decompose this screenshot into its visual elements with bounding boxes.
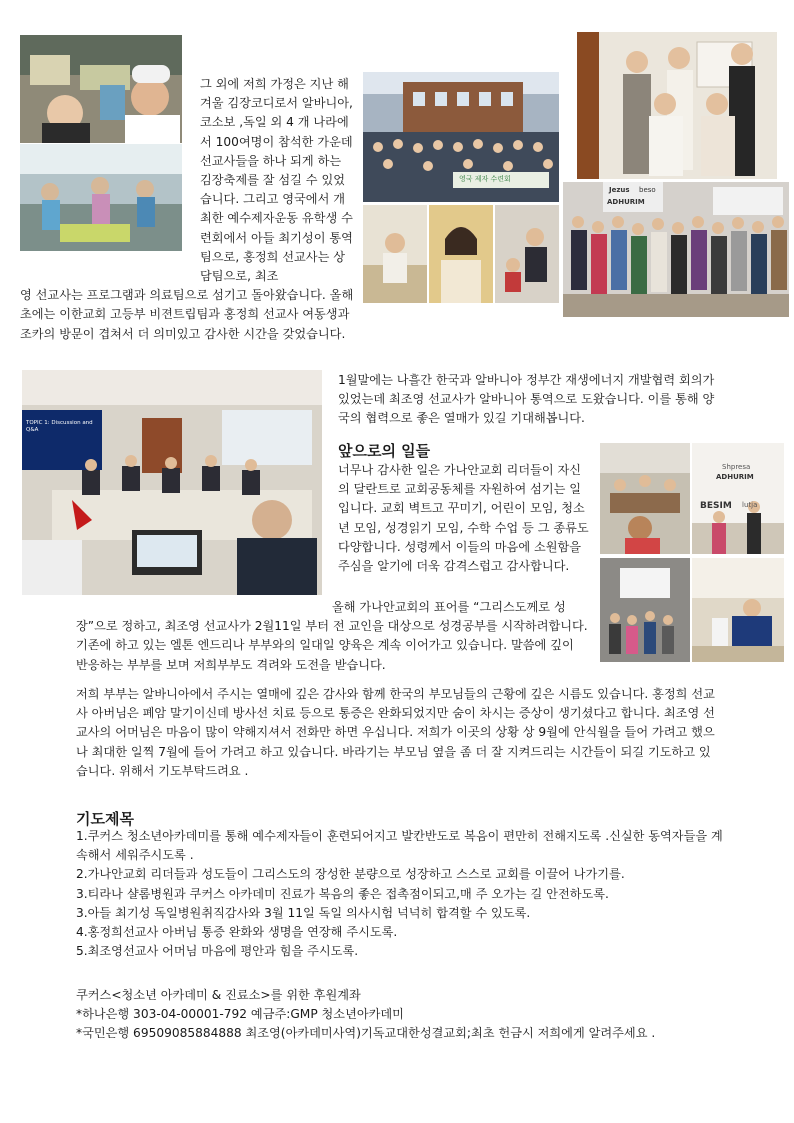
wall-word-adhurim: ADHURIM xyxy=(607,198,645,206)
medical-team-photo xyxy=(495,205,559,303)
prayer-item: 3.아들 최기성 독일병원취직감사와 3월 11일 독일 의사시험 넉넉히 합격할 수 있도록. xyxy=(76,905,531,920)
counselor-photo xyxy=(429,205,493,303)
intro-narrow-lines: 그 외에 저희 가정은 지난 해 겨울 김장코디로서 알바니아, 코소보 ,독일 외 4 개 나라에서 100여명이 참석한 가운데 선교사들을 하나 되게 하는 김장축제를 잘 섬길 수 있었습니다. 그리고 영국에서 개최한 예수제자운동 유학생 수련회에서 아들 최기성이 통역팀으로, 홍정희 선교사는 상담팀으로, 최조 xyxy=(200,77,353,284)
donation-title: 쿠커스<청소년 아카데미 & 진료소>를 위한 후원계좌 xyxy=(76,988,361,1002)
prayer-item: 2.가나안교회 리더들과 성도들이 그리스도의 장성한 분량으로 성장하고 스스로 교회를 이끌어 나가기를. xyxy=(76,867,625,882)
wall-word-jezus: Jezus xyxy=(609,186,630,194)
prayer-list xyxy=(76,827,726,961)
theme-paragraph xyxy=(76,598,588,675)
prayer-item: 5.최조영선교사 어머님 마음에 평안과 힘을 주시도록. xyxy=(76,944,359,959)
family-paragraph xyxy=(76,685,721,781)
family-text: 저희 부부는 알바니아에서 주시는 열매에 깊은 감사와 함께 한국의 부모님들의 근황에 깊은 시름도 있습니다. 홍정희 선교사 아버님은 폐암 말기이신데 방사선 치료 등으로 통증은 완화되었지만 숨이 차시는 증상이 생기셨다고 합니다. 최조영 선교사의 어머님은 마음이 많이 약해지셔서 전화만 하면 우십니다. 저희가 이곳의 상황 상 9월에 안식월을 들어 가려고 했으나 최대한 일찍 7월에 들어 가려고 하고 있습니다. 바라기는 부모님 옆을 좀 더 잘 지켜드리는 시간들이 되길 기도하고 있습니다. 위해서 기도부탁드려요 . xyxy=(76,687,715,778)
church-group-photo xyxy=(563,182,789,317)
intro-layout xyxy=(20,75,355,344)
wall-decorating-photo xyxy=(692,443,784,554)
energy-paragraph xyxy=(338,371,722,429)
youth-activity-photo xyxy=(692,558,784,662)
retreat-group-photo xyxy=(363,72,559,202)
wall-word-shpresa: Shpresa xyxy=(722,463,751,471)
prayer-heading: 기도제목 xyxy=(76,810,134,828)
wall-word-besim: BESIM xyxy=(700,501,732,511)
slide-title: TOPIC 1: Discussion and Q&A xyxy=(26,420,93,433)
future-text: 너무나 감사한 일은 가나안교회 리더들이 자신의 달란트로 교회공동체를 자원하여 섬기는 일입니다. 교회 벽트고 꾸미기, 어린이 모임, 청소년 모임, 성경읽기 모임, 수학 수업 등 그 종류도 다양합니다. 성령께서 이들의 마음에 소원함을 주심을 알기에 더욱 감격스럽고 감사합니다. xyxy=(338,463,589,574)
theme-text: 올해 가나안교회의 표어를 “그리스도께로 성장”으로 정하고, 최조영 선교사가 2월11일 부터 전 교인을 대상으로 성경공부를 시작하려합니다. 기존에 하고 있는 엘톤 엔드리나 부부와의 일대일 양육은 계속 이어가고 있습니다. 말씀에 깊이 반응하는 부부를 보며 저희부부도 격려와 도전을 받습니다. xyxy=(76,600,588,672)
prayer-item: 1.쿠커스 청소년아카데미를 통해 예수제자들이 훈련되어지고 발칸반도로 복음이 편만히 전해지도록 .신실한 동역자들을 계속해서 세워주시도록 . xyxy=(76,829,723,863)
energy-meeting-photo xyxy=(22,370,322,595)
church-class-photo xyxy=(600,443,690,554)
prayer-item: 4.홍정희선교사 아버님 통증 완화와 생명을 연장해 주시도록. xyxy=(76,925,398,940)
donation-account-hana: *하나은행 303-04-00001-792 예금주:GMP 청소년아카데미 xyxy=(76,1007,404,1022)
wall-word-beso: beso xyxy=(639,186,656,194)
future-heading: 앞으로의 일들 xyxy=(338,442,431,460)
donation-block xyxy=(76,986,756,1044)
wall-word-adhurim-2: ADHURIM xyxy=(716,473,754,481)
future-paragraph xyxy=(338,461,590,576)
donation-account-kookmin: *국민은행 69509085884888 최조영(아카데미사역)기독교대한성결교회;최초 헌금시 저희에게 알려주세요 . xyxy=(76,1026,656,1041)
children-meeting-photo xyxy=(600,558,690,662)
retreat-banner-text: 영국 제자 수련회 xyxy=(459,175,511,183)
wall-word-lutja: lutja xyxy=(742,501,758,509)
interpreter-photo xyxy=(363,205,427,303)
prayer-item: 3.티라나 샬롬병원과 쿠커스 아카데미 진료가 복음의 좋은 접촉점이되고,매 주 오가는 길 안전하도록. xyxy=(76,886,609,901)
energy-text: 1월말에는 나흘간 한국과 알바니아 정부간 재생에너지 개발협력 회의가 있었는데 최조영 선교사가 알바니아 통역으로 도왔습니다. 이를 통해 양국의 협력으로 좋은 열매가 있길 기대해봅니다. xyxy=(338,373,715,426)
intro-wide-lines: 영 선교사는 프로그램과 의료팀으로 섬기고 돌아왔습니다. 올해 초에는 이한교회 고등부 비젼트립팀과 홍정희 선교사 여동생과 조카의 방문이 겹쳐서 더 의미있고 감사한 시간을 갖었습니다. xyxy=(20,288,354,341)
visitor-family-photo xyxy=(577,32,777,179)
